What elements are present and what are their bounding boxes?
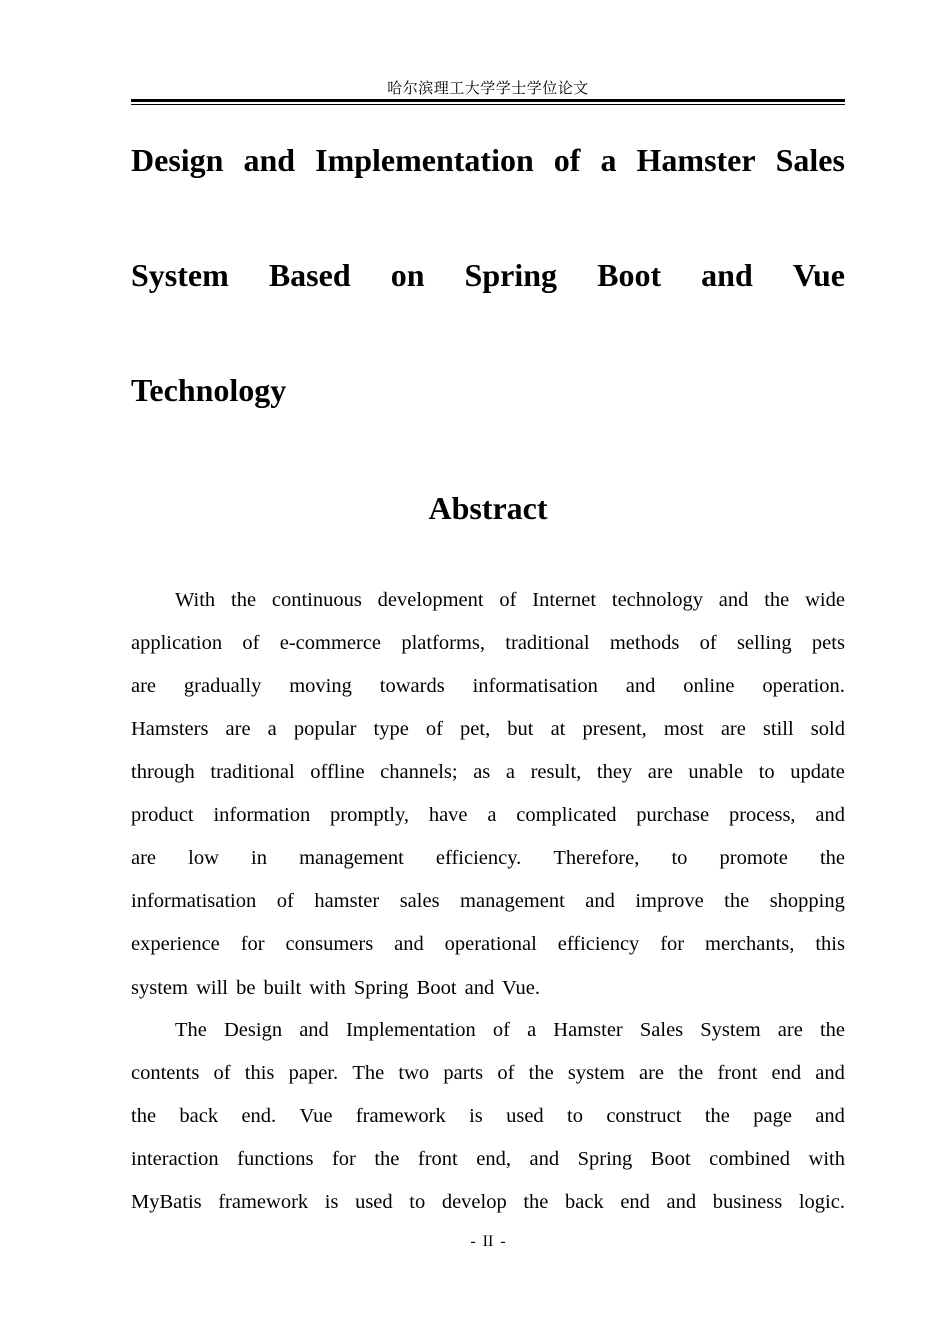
word: traditional [210, 761, 295, 783]
word: wide [805, 589, 845, 611]
word: have [428, 804, 468, 826]
word: are [131, 847, 157, 869]
word: Boot [597, 257, 662, 293]
word: Sales [775, 142, 845, 178]
body-line-6 [131, 801, 845, 829]
word: used [355, 1191, 393, 1213]
word: functions [237, 1148, 314, 1170]
word: The [175, 1019, 207, 1041]
word: Hamster [636, 142, 756, 178]
word: informatisation [472, 675, 598, 697]
word: MyBatis [131, 1191, 202, 1213]
word: with [808, 1148, 845, 1170]
word: to [567, 1105, 583, 1127]
word: selling [736, 632, 792, 654]
word: and [666, 1191, 697, 1213]
word: promote [719, 847, 788, 869]
word: parts [443, 1062, 484, 1084]
word: the [231, 589, 257, 611]
word: two [398, 1062, 430, 1084]
word: end, [476, 1148, 511, 1170]
word: contents [131, 1062, 200, 1084]
word: end. [241, 1105, 277, 1127]
word: the [528, 1062, 554, 1084]
word: the [724, 890, 750, 912]
word: and [625, 675, 656, 697]
word: of [497, 1062, 515, 1084]
word: efficiency [557, 933, 640, 955]
word: framework [218, 1191, 309, 1213]
word: improve [635, 890, 704, 912]
word: this [244, 1062, 275, 1084]
body-line-5 [131, 758, 845, 786]
word: develop [441, 1191, 507, 1213]
word: paper. [288, 1062, 339, 1084]
body-line-12 [131, 1059, 845, 1087]
word: combined [709, 1148, 791, 1170]
word: e-commerce [279, 632, 382, 654]
word: are [647, 761, 673, 783]
word: platforms, [401, 632, 486, 654]
word: information [213, 804, 311, 826]
word: Vue [299, 1105, 333, 1127]
body-line-8 [131, 887, 845, 915]
word: to [409, 1191, 426, 1213]
body-line-2 [131, 629, 845, 657]
word: hamster [314, 890, 380, 912]
word: end [771, 1062, 802, 1084]
word: moving [289, 675, 352, 697]
word: result, [530, 761, 582, 783]
word: to [758, 761, 775, 783]
word: pets [811, 632, 845, 654]
word: the [764, 589, 790, 611]
word: the [523, 1191, 549, 1213]
title-line-2 [131, 255, 845, 295]
word: are [639, 1062, 665, 1084]
word: With [175, 589, 216, 611]
body-line-14 [131, 1145, 845, 1173]
word: the [819, 847, 845, 869]
word: the [678, 1062, 704, 1084]
word: and [585, 890, 615, 912]
word: of [425, 718, 443, 740]
word: and [815, 1105, 845, 1127]
body-line-7 [131, 844, 845, 872]
word: update [790, 761, 845, 783]
word: online [683, 675, 735, 697]
word: of [499, 589, 517, 611]
word: type [373, 718, 409, 740]
word: Spring [464, 257, 558, 293]
word: the [704, 1105, 730, 1127]
word: and [815, 804, 845, 826]
word: unable [688, 761, 744, 783]
word: Therefore, [553, 847, 640, 869]
word: efficiency. [435, 847, 522, 869]
word: is [324, 1191, 339, 1213]
body-line-11 [175, 1016, 845, 1044]
word: sales [399, 890, 440, 912]
word: and [529, 1148, 560, 1170]
word: operational [444, 933, 537, 955]
word: Hamster [553, 1019, 623, 1041]
word: of [699, 632, 717, 654]
header-rule-thick [131, 99, 845, 102]
word: the [819, 1019, 845, 1041]
word: at [550, 718, 566, 740]
body-line-10: system will be built with Spring Boot and Vue. [131, 977, 541, 999]
word: a [487, 804, 497, 826]
word: Implementation [345, 1019, 476, 1041]
word: operation. [762, 675, 845, 697]
word: promptly, [330, 804, 410, 826]
body-line-3 [131, 672, 845, 700]
word: interaction [131, 1148, 219, 1170]
word: management [299, 847, 404, 869]
word: for [331, 1148, 356, 1170]
word: Internet [532, 589, 597, 611]
word: a [267, 718, 277, 740]
word: Based [268, 257, 351, 293]
word: management [460, 890, 565, 912]
word: in [251, 847, 267, 869]
word: offline [310, 761, 365, 783]
word: are [720, 718, 746, 740]
word: they [596, 761, 633, 783]
word: Sales [639, 1019, 684, 1041]
title-line-3: Technology [131, 372, 287, 408]
word: and [243, 142, 296, 178]
word: consumers [285, 933, 374, 955]
word: Design [131, 142, 224, 178]
word: Vue [792, 257, 845, 293]
word: Implementation [315, 142, 534, 178]
word: application [131, 632, 223, 654]
word: and [815, 1062, 845, 1084]
word: present, [582, 718, 647, 740]
abstract-heading: Abstract [428, 490, 548, 526]
word: popular [293, 718, 357, 740]
word: System [700, 1019, 761, 1041]
word: process, [728, 804, 796, 826]
word: informatisation [131, 890, 257, 912]
word: still [762, 718, 794, 740]
body-line-4 [131, 715, 845, 743]
word: system [567, 1062, 625, 1084]
word: gradually [183, 675, 262, 697]
word: are [225, 718, 251, 740]
word: a [527, 1019, 537, 1041]
word: product [131, 804, 194, 826]
word: on [390, 257, 425, 293]
word: logic. [798, 1191, 845, 1213]
word: and [394, 933, 424, 955]
word: for [240, 933, 265, 955]
word: the [131, 1105, 157, 1127]
word: Boot [650, 1148, 691, 1170]
body-line-1 [175, 586, 845, 614]
word: methods [609, 632, 680, 654]
body-line-13 [131, 1102, 845, 1130]
word: most [663, 718, 704, 740]
word: and [299, 1019, 329, 1041]
word: development [377, 589, 484, 611]
running-header: 哈尔滨理工大学学士学位论文 [387, 79, 589, 97]
word: Spring [577, 1148, 633, 1170]
word: experience [131, 933, 220, 955]
word: are [131, 675, 157, 697]
word: a [600, 142, 617, 178]
word: used [506, 1105, 544, 1127]
word: towards [379, 675, 445, 697]
word: are [777, 1019, 803, 1041]
word: of [242, 632, 260, 654]
word: traditional [505, 632, 590, 654]
word: front [717, 1062, 758, 1084]
word: a [505, 761, 515, 783]
word: Design [224, 1019, 283, 1041]
word: for [660, 933, 685, 955]
word: shopping [769, 890, 845, 912]
word: purchase [636, 804, 710, 826]
word: and [701, 257, 753, 293]
word: complicated [516, 804, 617, 826]
word: Hamsters [131, 718, 209, 740]
word: to [671, 847, 688, 869]
word: but [507, 718, 534, 740]
word: sold [810, 718, 845, 740]
word: back [179, 1105, 219, 1127]
word: end [620, 1191, 650, 1213]
word: channels; [380, 761, 458, 783]
word: construct [606, 1105, 682, 1127]
word: as [473, 761, 491, 783]
word: of [553, 142, 581, 178]
word: back [565, 1191, 604, 1213]
word: business [712, 1191, 783, 1213]
word: continuous [271, 589, 362, 611]
word: page [753, 1105, 792, 1127]
title-line-1 [131, 140, 845, 180]
word: low [188, 847, 219, 869]
word: and [718, 589, 749, 611]
word: through [131, 761, 195, 783]
word: System [131, 257, 229, 293]
word: of [213, 1062, 231, 1084]
word: is [469, 1105, 483, 1127]
word: The [352, 1062, 385, 1084]
word: of [276, 890, 294, 912]
word: of [492, 1019, 510, 1041]
word: technology [611, 589, 703, 611]
page-number: - II - [470, 1233, 506, 1250]
word: framework [355, 1105, 446, 1127]
word: pet, [460, 718, 491, 740]
word: merchants, [705, 933, 795, 955]
word: this [815, 933, 845, 955]
word: front [417, 1148, 458, 1170]
header-rule-thin [131, 104, 845, 105]
word: the [374, 1148, 400, 1170]
body-line-15 [131, 1188, 845, 1216]
body-line-9 [131, 930, 845, 958]
